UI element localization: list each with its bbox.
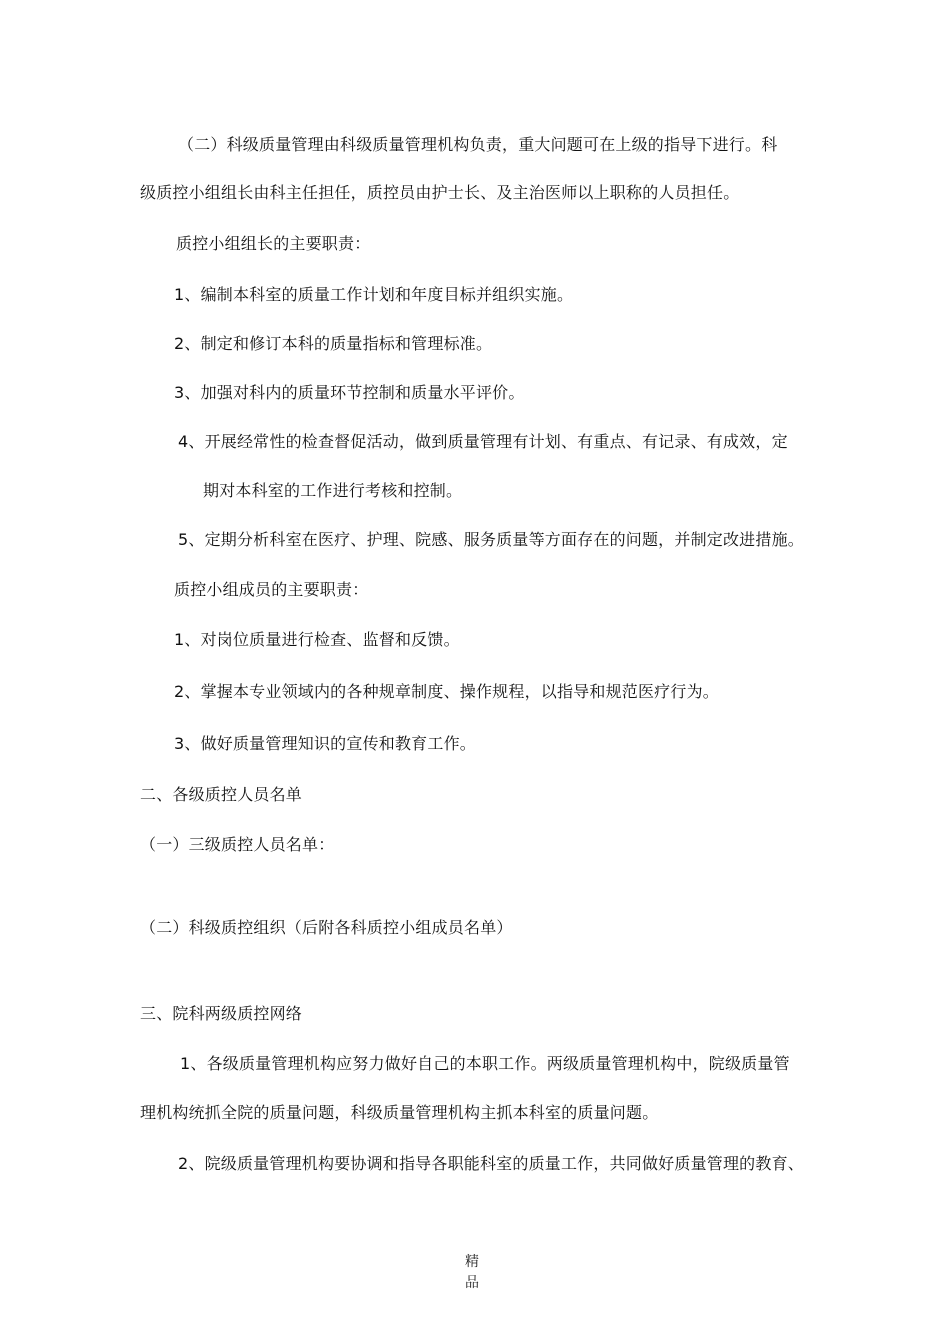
list-item: 1、编制本科室的质量工作计划和年度目标并组织实施。 — [174, 285, 574, 304]
section-subheading: （一）三级质控人员名单： — [140, 835, 335, 854]
list-item: 5、定期分析科室在医疗、护理、院感、服务质量等方面存在的问题，并制定改进措施。 — [178, 530, 804, 549]
section-heading: 二、各级质控人员名单 — [140, 785, 303, 804]
paragraph-line: 1、各级质量管理机构应努力做好自己的本职工作。两级质量管理机构中，院级质量管 — [180, 1054, 790, 1073]
section-subheading: （二）科级质控组织（后附各科质控小组成员名单） — [140, 918, 513, 937]
footer-char: 品 — [465, 1275, 479, 1291]
paragraph-line: 级质控小组组长由科主任担任，质控员由护士长、及主治医师以上职称的人员担任。 — [140, 183, 740, 202]
list-item: 3、加强对科内的质量环节控制和质量水平评价。 — [174, 383, 525, 402]
list-item: 4、开展经常性的检查督促活动，做到质量管理有计划、有重点、有记录、有成效，定 — [178, 432, 788, 451]
paragraph-line: （二）科级质量管理由科级质量管理机构负责，重大问题可在上级的指导下进行。科 — [178, 135, 778, 154]
section-heading: 三、院科两级质控网络 — [140, 1004, 303, 1023]
paragraph-line: 2、院级质量管理机构要协调和指导各职能科室的质量工作，共同做好质量管理的教育、 — [178, 1154, 804, 1173]
list-item: 2、制定和修订本科的质量指标和管理标准。 — [174, 334, 493, 353]
list-item: 3、做好质量管理知识的宣传和教育工作。 — [174, 734, 476, 753]
footer-char: 精 — [465, 1254, 479, 1270]
paragraph-line: 理机构统抓全院的质量问题，科级质量管理机构主抓本科室的质量问题。 — [140, 1103, 659, 1122]
subheading-member-duties: 质控小组成员的主要职责： — [174, 580, 369, 599]
subheading-leader-duties: 质控小组组长的主要职责： — [176, 234, 371, 253]
list-item-continuation: 期对本科室的工作进行考核和控制。 — [203, 481, 463, 500]
list-item: 1、对岗位质量进行检查、监督和反馈。 — [174, 630, 460, 649]
page-footer — [463, 1252, 481, 1294]
list-item: 2、掌握本专业领域内的各种规章制度、操作规程，以指导和规范医疗行为。 — [174, 682, 719, 701]
